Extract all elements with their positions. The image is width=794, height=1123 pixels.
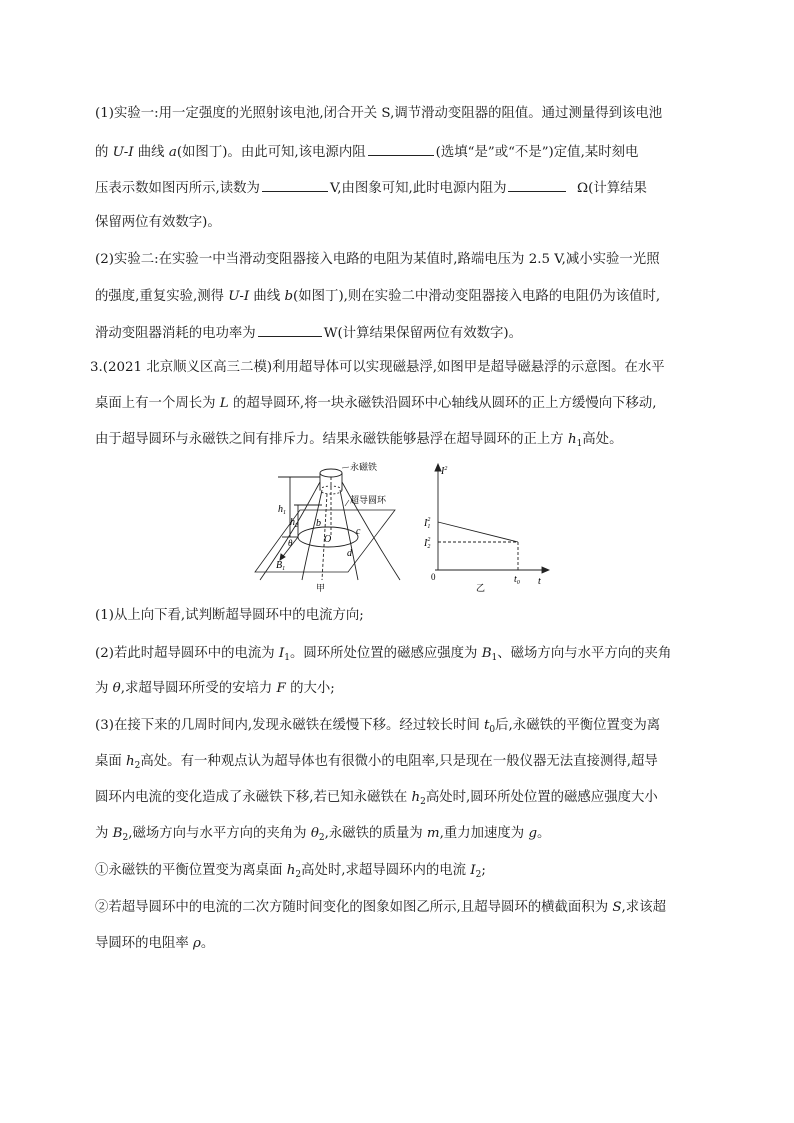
sub: 2	[134, 761, 141, 771]
sub: 2	[122, 833, 129, 843]
var: θ	[310, 826, 319, 841]
magnet-top	[320, 469, 342, 477]
var: ρ	[193, 936, 201, 951]
sub3-line-4	[95, 824, 550, 848]
text: 的强度,重复实验,测得	[95, 289, 229, 304]
label-O: O	[324, 534, 332, 545]
text: ,重力加速度为	[439, 826, 529, 841]
label-I1sq: $I_12$	[424, 517, 431, 530]
label-h2: $h_2$	[290, 517, 298, 529]
text: 压表示数如图丙所示,读数为	[95, 181, 260, 196]
label-ring: 超导圆环	[350, 495, 387, 505]
text: 3.(2021 北京顺义区高三二模)利用超导体可以实现磁悬浮,如图甲是超导磁悬浮的示意图。在水平	[90, 360, 665, 375]
var: F	[276, 681, 286, 696]
text: 高处。有一种观点认为超导体也有很微小的电阻率,只是现在一般仪器无法直接测得,超导	[140, 754, 658, 769]
var: h	[567, 432, 577, 447]
s2-line-1	[95, 898, 666, 918]
text: 的	[95, 145, 113, 160]
text: ,求该超	[621, 900, 666, 915]
answer-blank[interactable]	[508, 177, 566, 192]
text: V,由图象可知,此时电源内阻为	[329, 181, 507, 196]
part1-line-4	[95, 213, 221, 233]
var: I	[278, 646, 285, 661]
label-B1: $B_1$	[276, 560, 286, 572]
curve-i-squared	[438, 522, 518, 542]
sub2-line-2	[95, 679, 335, 699]
q3-line-1	[90, 358, 665, 378]
part1-line-3	[95, 177, 647, 199]
var: B	[112, 826, 123, 841]
q3-line-3	[95, 430, 622, 454]
part1-line-1	[95, 104, 662, 124]
text: ,求超导圆环所受的安培力	[120, 681, 277, 696]
var: I	[470, 863, 476, 878]
label-yi: 乙	[476, 583, 486, 593]
var: U-I	[112, 145, 134, 160]
answer-blank[interactable]	[262, 177, 328, 192]
figure-yi	[435, 464, 549, 573]
text: 。	[537, 826, 551, 841]
text: 高处时,求超导圆环内的电流	[301, 863, 471, 878]
sub: 1	[491, 653, 498, 663]
sub1-line	[95, 606, 364, 626]
text: 圆环内电流的变化造成了永磁铁下移,若已知永磁铁在	[95, 790, 412, 805]
figure	[250, 460, 550, 595]
label-xaxis: t	[538, 576, 541, 587]
var: a	[168, 145, 177, 160]
text: 、磁场方向与水平方向的夹角	[497, 646, 672, 661]
q3-line-2	[95, 394, 657, 414]
text: 由于超导圆环与永磁铁之间有排斥力。结果永磁铁能够悬浮在超导圆环的正上方	[95, 432, 568, 447]
label-jia: 甲	[316, 583, 326, 593]
sub2-line-1	[95, 644, 671, 668]
text: Ω(计算结果	[577, 181, 647, 196]
text: 为	[95, 681, 113, 696]
label-c: c	[356, 526, 361, 537]
text: 。	[200, 936, 215, 951]
answer-blank[interactable]	[258, 322, 322, 337]
part2-line-2	[95, 287, 660, 307]
part2-line-3	[95, 322, 522, 344]
text: 曲线	[133, 145, 169, 160]
label-I2sq: $I_22$	[424, 537, 431, 550]
label-theta: θ	[288, 538, 293, 548]
var: θ	[112, 681, 121, 696]
text: 高处时,圆环所处位置的磁感应强度大小	[425, 790, 658, 805]
var: h	[286, 863, 296, 878]
text: (2)若此时超导圆环中的电流为	[95, 646, 279, 661]
sub: 2	[318, 833, 325, 843]
label-h1: $h_1$	[278, 504, 286, 516]
sub3-line-2	[95, 752, 658, 776]
label-t0: $t_0$	[514, 574, 520, 586]
text: W(计算结果保留两位有效数字)。	[323, 326, 522, 341]
part1-line-2	[95, 141, 638, 163]
text: 高处。	[582, 432, 623, 447]
text: 滑动变阻器消耗的电功率为	[95, 326, 256, 341]
text: 桌面	[95, 754, 127, 769]
sub: 0	[489, 725, 496, 735]
text: ②若超导圆环中的电流的二次方随时间变化的图象如图乙所示,且超导圆环的横截面积为	[95, 900, 613, 915]
var: L	[219, 396, 229, 411]
text: (选填“是”或“不是”)定值,某时刻电	[435, 145, 639, 160]
text: ,磁场方向与水平方向的夹角为	[128, 826, 311, 841]
sub: 1	[284, 653, 290, 663]
text: (1)实验一:用一定强度的光照射该电池,闭合开关 S,调节滑动变阻器的阻值。通过测量得到该电池	[95, 106, 663, 121]
var: B	[481, 646, 492, 661]
var: g	[528, 826, 538, 841]
sub: 2	[295, 870, 302, 880]
text: 的超导圆环,将一块永磁铁沿圆环中心轴线从圆环的正上方缓慢向下移动,	[228, 396, 657, 411]
text: (2)实验二:在实验一中当滑动变阻器接入电路的电阻为某值时,路端电压为 2.5 V,减小实验一光照	[95, 252, 660, 267]
part2-line-1	[95, 250, 660, 270]
sub3-line-1	[95, 716, 660, 740]
answer-blank[interactable]	[368, 141, 434, 156]
s2-line-2	[95, 934, 214, 954]
sub: 2	[420, 797, 426, 807]
text: ;	[481, 863, 486, 878]
var: U-I	[228, 289, 250, 304]
text: 保留两位有效数字)。	[95, 215, 221, 230]
sub: 1	[576, 439, 583, 449]
text: 曲线	[249, 289, 285, 304]
text: (1)从上向下看,试判断超导圆环中的电流方向;	[95, 608, 364, 623]
text: (如图丁)。由此可知,该电源内阻	[176, 145, 366, 160]
s1-line	[95, 861, 486, 885]
text: 桌面上有一个周长为	[95, 396, 220, 411]
text: ,永磁铁的质量为	[324, 826, 427, 841]
var: h	[126, 754, 135, 769]
var: h	[411, 790, 421, 805]
text: (如图丁),则在实验二中滑动变阻器接入电路的电阻仍为该值时,	[293, 289, 661, 304]
label-yaxis: $I^2$	[441, 466, 448, 477]
text: ①永磁铁的平衡位置变为离桌面	[95, 863, 287, 878]
text: 后,永磁铁的平衡位置变为离	[495, 718, 661, 733]
text: 。圆环所处位置的磁感应强度为	[289, 646, 482, 661]
sub: 2	[475, 870, 482, 880]
label-d: d	[347, 548, 352, 559]
var: b	[284, 289, 294, 304]
label-b: b	[316, 518, 321, 529]
text: 导圆环的电阻率	[95, 936, 193, 951]
label-magnet: 永磁铁	[350, 462, 378, 472]
var: S	[612, 900, 622, 915]
text: (3)在接下来的几周时间内,发现永磁铁在缓慢下移。经过较长时间	[95, 718, 485, 733]
label-origin: 0	[431, 572, 436, 582]
sub3-line-3	[95, 788, 658, 812]
var: m	[426, 826, 440, 841]
text: 的大小;	[285, 681, 335, 696]
var: t	[484, 718, 490, 733]
text: 为	[95, 826, 113, 841]
